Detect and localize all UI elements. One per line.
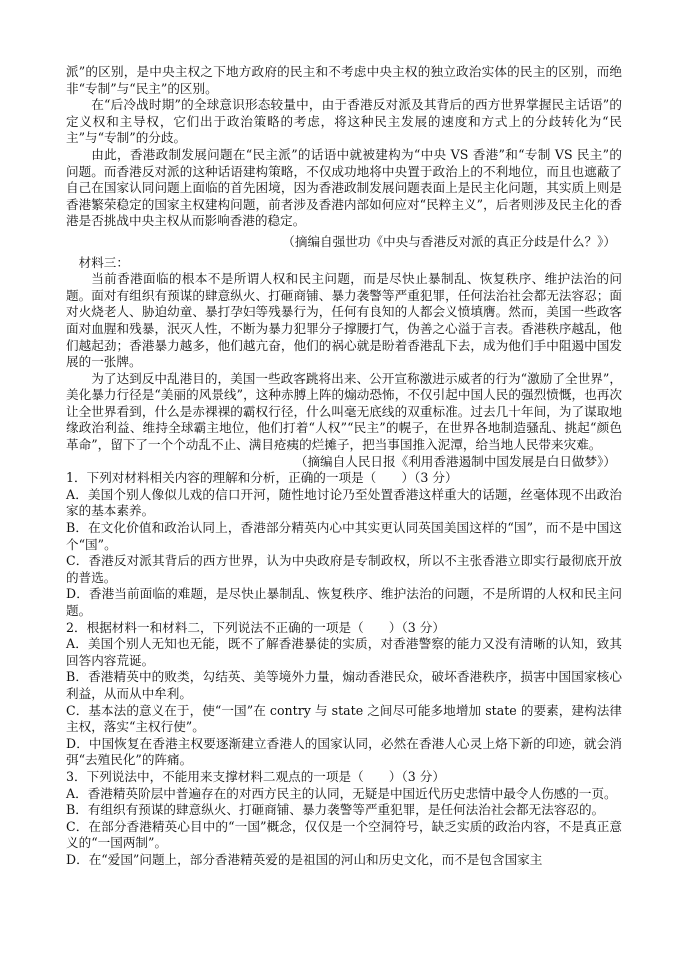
question-1-option-d: D．香港当前面临的难题，是尽快止暴制乱、恢复秩序、维护法治的问题，不是所谓的人权和民主问题。: [66, 586, 622, 618]
material-3-paragraph-1: 当前香港面临的根本不是所谓人权和民主问题，而是尽快止暴制乱、恢复秩序、维护法治的问题。面对有组织有预谋的肆意纵火、打砸商铺、暴力袭警等严重犯罪，任何法治社会都无法容忍；面对火烧老人、胁迫幼童、暴打孕妇等残暴行为，任何有良知的人都会义愤填膺。然而，美国一些政客面对血腥和残暴，泯灭人性，不断为暴力犯罪分子撑腰打气，伪善之心溢于言表。香港秩序越乱，他们越起劲；香港暴力越多，他们越亢奋，他们的祸心就是盼着香港乱下去，成为他们手中阻遏中国发展的一张牌。: [66, 271, 622, 370]
question-1-option-c: C．香港反对派其背后的西方世界，认为中央政府是专制政权，所以不主张香港立即实行最彻底开放的普选。: [66, 553, 622, 585]
source-citation-2: （摘编自人民日报《利用香港遏制中国发展是白日做梦》）: [294, 453, 616, 469]
question-1-option-b: B．在文化价值和政治认同上，香港部分精英内心中其实更认同英国美国这样的“国”，而不是中国这个“国”。: [66, 520, 622, 552]
paragraph-2: 在“后冷战时期”的全球意识形态较量中，由于香港反对派及其背后的西方世界掌握民主话语”的定义权和主导权，它们出于政治策略的考虑，将这种民主发展的速度和方式上的分歧转化为“民主”与“专制”的分歧。: [66, 97, 622, 146]
question-2-option-a: A．美国个别人无知也无能，既不了解香港暴徒的实质，对香港警察的能力又没有清晰的认知，致其回答内容荒诞。: [66, 636, 622, 668]
question-1-option-a: A．美国个别人像似儿戏的信口开河，随性地讨论乃至处置香港这样重大的话题，丝毫体现不出政治家的基本素养。: [66, 486, 622, 519]
question-2-option-d: D．中国恢复在香港主权要逐渐建立香港人的国家认同，必然在香港人心灵上烙下新的印迹，就会消弭“去殖民化”的阵痛。: [66, 735, 622, 768]
question-1-stem: 1．下列对材料相关内容的理解和分析，正确的一项是（ ）（3 分）: [66, 470, 458, 486]
question-2-stem: 2．根据材料一和材料二，下列说法不正确的一项是（ ）（3 分）: [66, 619, 445, 635]
material-3-label: 材料三：: [78, 254, 129, 270]
paragraph-3: 由此，香港政制发展问题在“民主派”的话语中就被建构为“中央 VS 香港”和“专制 VS 民主”的问题。而香港反对派的这种话语建构策略，不仅成功地将中央置于政治上的不利地位，而且也遮蔽了自己在国家认同问题上面临的首先困境，因为香港政制发展问题表面上是民主化问题，其实质上则是香港繁荣稳定的国家主权建构问题，前者涉及香港内部如何应对“民粹主义”，后者则涉及民主化的香港是否挑战中央主权从而影响香港的稳定。: [66, 146, 622, 229]
material-3-paragraph-2: 为了达到反中乱港目的，美国一些政客跳将出来、公开宣称激进示威者的行为“激励了全世界”，美化暴力行径是“美丽的风景线”，这种赤膊上阵的煽动恐怖，不仅引起中国人民的强烈愤慨，也再次让全世界看到，什么是赤裸裸的霸权行径，什么叫毫无底线的双重标准。过去几十年间，为了谋取地缘政治利益、维持全球霸主地位，他们打着“人权”“民主”的幌子，在世界各地制造骚乱、挑起“颜色革命”，留下了一个个动乱不止、满目疮痍的烂摊子，把当事国推入泥潭，给当地人民带来灾难。: [66, 370, 622, 453]
source-citation-1: （摘编自强世功《中央与香港反对派的真正分歧是什么？》）: [282, 233, 616, 249]
question-2-option-b: B．香港精英中的败类，勾结英、美等境外力量，煽动香港民众，破坏香港秩序，损害中国国家核心利益，从而从中牟利。: [66, 669, 622, 701]
question-2-option-c: C．基本法的意义在于，使“一国”在 contry 与 state 之间尽可能多地增加 state 的要素，建构法律主权，落实“主权行使”。: [66, 702, 622, 735]
question-3-option-d: D．在“爱国”问题上，部分香港精英爱的是祖国的河山和历史文化，而不是包含国家主: [66, 851, 543, 867]
question-3-option-b: B．有组织有预谋的肆意纵火、打砸商铺、暴力袭警等严重犯罪，是任何法治社会都无法容忍的。: [66, 802, 605, 818]
paragraph-1: 派”的区别，是中央主权之下地方政府的民主和不考虑中央主权的独立政治实体的民主的区别，而绝非“专制”与“民主”的区别。: [66, 64, 622, 96]
question-3-stem: 3．下列说法中，不能用来支撑材料二观点的一项是（ ）（3 分）: [66, 768, 445, 784]
question-3-option-c: C．在部分香港精英心目中的“一国”概念，仅仅是一个空洞符号，缺乏实质的政治内容，不是真正意义的“一国两制”。: [66, 818, 622, 851]
question-3-option-a: A．香港精英阶层中普遍存在的对西方民主的认同，无疑是中国近代历史悲情中最令人伤感的一页。: [66, 785, 617, 801]
